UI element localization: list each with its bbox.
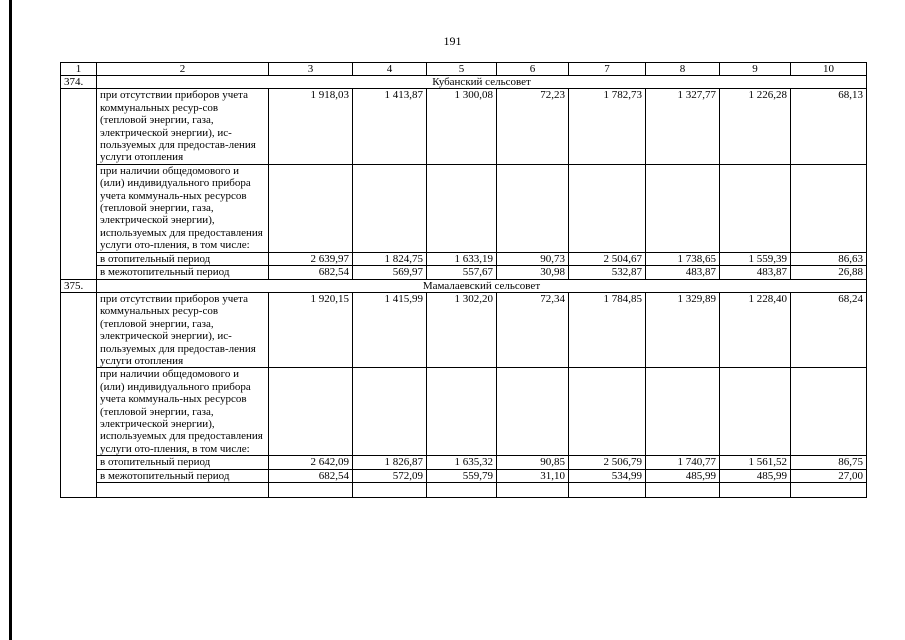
section-number-cell xyxy=(61,292,97,497)
row-description: в межотопительный период xyxy=(97,469,269,482)
value-cell: 559,79 xyxy=(427,469,497,482)
value-cell: 1 559,39 xyxy=(720,252,791,265)
value-cell xyxy=(269,368,353,456)
value-cell: 1 226,28 xyxy=(720,89,791,164)
value-cell: 1 635,32 xyxy=(427,456,497,469)
value-cell: 1 824,75 xyxy=(353,252,427,265)
section-number: 375. xyxy=(61,279,97,292)
value-cell: 1 415,99 xyxy=(353,292,427,367)
value-cell xyxy=(646,164,720,252)
value-cell: 485,99 xyxy=(646,469,720,482)
value-cell: 1 920,15 xyxy=(269,292,353,367)
row-description: при наличии общедомового и (или) индивидуального прибора учета коммуналь-ных ресурсов (тепловой энергии, газа, электрической энергии), используемых для предоставления услуги ото-пления, в том числе: xyxy=(97,368,269,456)
value-cell: 86,63 xyxy=(791,252,867,265)
value-cell: 1 740,77 xyxy=(646,456,720,469)
table-row xyxy=(61,368,867,456)
section-title: Кубанский сельсовет xyxy=(97,76,867,89)
value-cell: 483,87 xyxy=(646,266,720,279)
value-cell xyxy=(646,368,720,456)
value-cell: 1 228,40 xyxy=(720,292,791,367)
row-description: при отсутствии приборов учета коммунальных ресур-сов (тепловой энергии, газа, электрической энергии), ис-пользуемых для предостав-ления услуги отопления xyxy=(97,89,269,164)
value-cell: 2 504,67 xyxy=(569,252,646,265)
column-header: 7 xyxy=(569,63,646,76)
value-cell: 2 642,09 xyxy=(269,456,353,469)
value-cell: 68,24 xyxy=(791,292,867,367)
column-header: 10 xyxy=(791,63,867,76)
section-number: 374. xyxy=(61,76,97,89)
value-cell: 1 329,89 xyxy=(646,292,720,367)
value-cell xyxy=(497,164,569,252)
tariff-table xyxy=(60,62,867,498)
row-description: при отсутствии приборов учета коммунальных ресур-сов (тепловой энергии, газа, электрической энергии), ис-пользуемых для предостав-ления услуги отопления xyxy=(97,292,269,367)
value-cell: 26,88 xyxy=(791,266,867,279)
section-header-row xyxy=(61,76,867,89)
value-cell: 569,97 xyxy=(353,266,427,279)
table-row xyxy=(61,456,867,469)
value-cell: 2 639,97 xyxy=(269,252,353,265)
value-cell xyxy=(791,368,867,456)
value-cell xyxy=(427,368,497,456)
column-header: 5 xyxy=(427,63,497,76)
value-cell: 90,73 xyxy=(497,252,569,265)
value-cell: 483,87 xyxy=(720,266,791,279)
value-cell: 485,99 xyxy=(720,469,791,482)
value-cell: 1 561,52 xyxy=(720,456,791,469)
value-cell xyxy=(497,368,569,456)
value-cell: 86,75 xyxy=(791,456,867,469)
value-cell: 682,54 xyxy=(269,469,353,482)
left-margin-rule xyxy=(9,0,12,640)
value-cell xyxy=(720,164,791,252)
value-cell: 68,13 xyxy=(791,89,867,164)
table-row xyxy=(61,292,867,367)
value-cell: 1 738,65 xyxy=(646,252,720,265)
value-cell: 72,34 xyxy=(497,292,569,367)
column-header: 4 xyxy=(353,63,427,76)
table-row xyxy=(61,266,867,279)
column-header: 8 xyxy=(646,63,720,76)
value-cell: 1 782,73 xyxy=(569,89,646,164)
column-header: 9 xyxy=(720,63,791,76)
value-cell xyxy=(569,368,646,456)
value-cell: 572,09 xyxy=(353,469,427,482)
section-number-cell xyxy=(61,89,97,279)
value-cell: 1 784,85 xyxy=(569,292,646,367)
column-number-row xyxy=(61,63,867,76)
column-header: 2 xyxy=(97,63,269,76)
row-description: в отопительный период xyxy=(97,252,269,265)
column-header: 6 xyxy=(497,63,569,76)
table-row-blank xyxy=(61,483,867,498)
value-cell: 27,00 xyxy=(791,469,867,482)
section-header-row xyxy=(61,279,867,292)
table-row xyxy=(61,252,867,265)
value-cell xyxy=(569,164,646,252)
value-cell: 30,98 xyxy=(497,266,569,279)
value-cell xyxy=(269,164,353,252)
row-description: в отопительный период xyxy=(97,456,269,469)
table-row xyxy=(61,164,867,252)
value-cell: 1 633,19 xyxy=(427,252,497,265)
value-cell: 532,87 xyxy=(569,266,646,279)
value-cell xyxy=(353,368,427,456)
row-description: в межотопительный период xyxy=(97,266,269,279)
value-cell: 72,23 xyxy=(497,89,569,164)
value-cell xyxy=(353,164,427,252)
value-cell: 1 302,20 xyxy=(427,292,497,367)
value-cell: 1 826,87 xyxy=(353,456,427,469)
value-cell: 90,85 xyxy=(497,456,569,469)
value-cell: 1 413,87 xyxy=(353,89,427,164)
column-header: 3 xyxy=(269,63,353,76)
value-cell: 2 506,79 xyxy=(569,456,646,469)
value-cell xyxy=(791,164,867,252)
value-cell: 557,67 xyxy=(427,266,497,279)
value-cell xyxy=(427,164,497,252)
value-cell: 1 918,03 xyxy=(269,89,353,164)
page-number: 191 xyxy=(443,34,462,48)
value-cell: 534,99 xyxy=(569,469,646,482)
value-cell: 1 300,08 xyxy=(427,89,497,164)
table-row xyxy=(61,89,867,164)
value-cell: 682,54 xyxy=(269,266,353,279)
value-cell: 31,10 xyxy=(497,469,569,482)
table-row xyxy=(61,469,867,482)
row-description: при наличии общедомового и (или) индивидуального прибора учета коммуналь-ных ресурсов (тепловой энергии, газа, электрической энергии), используемых для предоставления услуги ото-пления, в том числе: xyxy=(97,164,269,252)
value-cell: 1 327,77 xyxy=(646,89,720,164)
value-cell xyxy=(720,368,791,456)
section-title: Мамалаевский сельсовет xyxy=(97,279,867,292)
column-header: 1 xyxy=(61,63,97,76)
